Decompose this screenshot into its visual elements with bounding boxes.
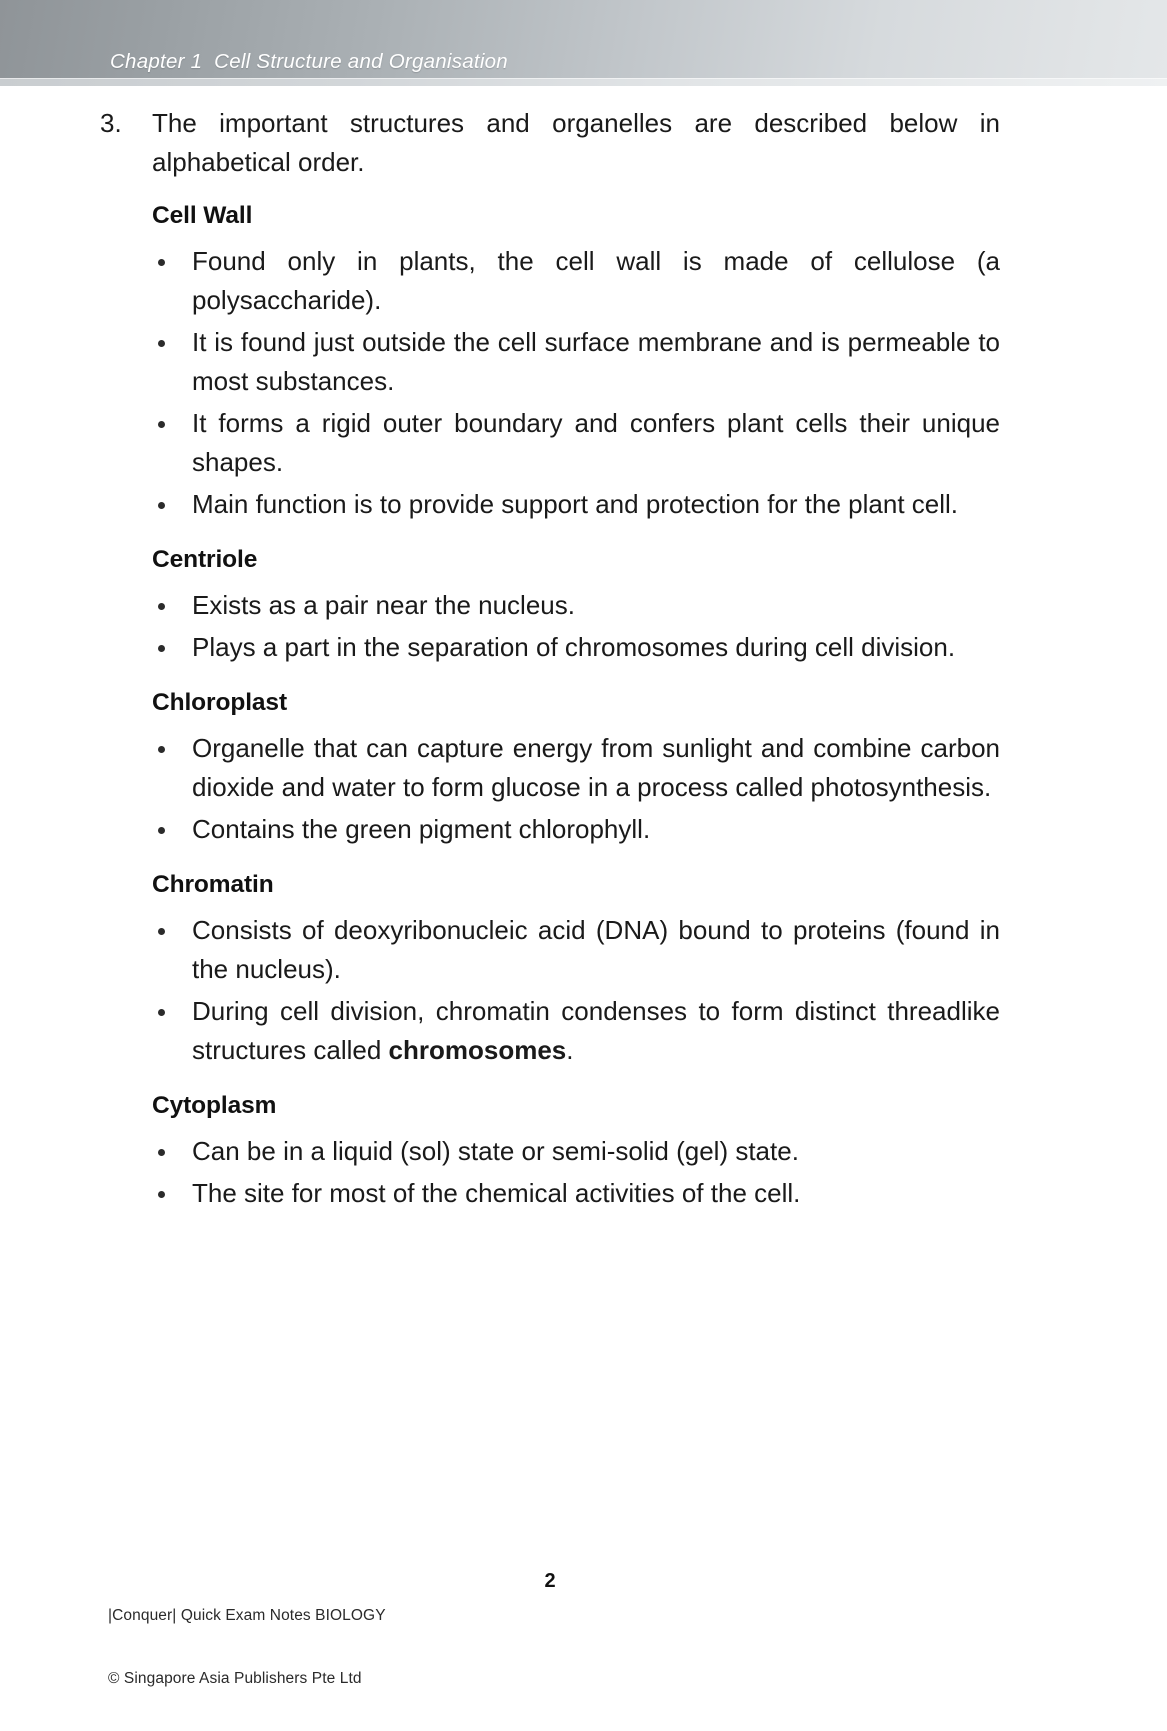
section-heading: Cytoplasm [152, 1092, 277, 1119]
organelle-sections [152, 200, 1000, 1213]
organelle-section [152, 869, 1000, 1070]
bullet-text: Can be in a liquid (sol) state or semi-solid (gel) state. [192, 1136, 799, 1166]
bullet-item [152, 586, 1000, 625]
bullet-list [152, 586, 1000, 667]
bullet-dot-icon [158, 340, 165, 347]
bullet-item [152, 911, 1000, 989]
bullet-text: During cell division, chromatin condenses to form distinct threadlike structures called chromosomes. [192, 996, 1000, 1065]
bullet-list [152, 911, 1000, 1070]
numbered-item-3 [100, 104, 1000, 182]
bullet-item [152, 242, 1000, 320]
bullet-text: Consists of deoxyribonucleic acid (DNA) bound to proteins (found in the nucleus). [192, 915, 1000, 984]
footer-credit-line-1: |Conquer| Quick Exam Notes BIOLOGY [108, 1607, 386, 1624]
bullet-dot-icon [158, 928, 165, 935]
page-number: 2 [544, 1570, 556, 1592]
bullet-item [152, 1174, 1000, 1213]
item-number: 3. [100, 108, 122, 138]
bullet-list [152, 1132, 1000, 1213]
bullet-item [152, 485, 1000, 524]
bullet-dot-icon [158, 1149, 165, 1156]
section-heading: Chloroplast [152, 689, 288, 716]
bullet-text: The site for most of the chemical activities of the cell. [192, 1178, 801, 1208]
bullet-dot-icon [158, 502, 165, 509]
bullet-item [152, 323, 1000, 401]
chapter-title: Chapter 1 Cell Structure and Organisation [110, 50, 508, 73]
bullet-dot-icon [158, 746, 165, 753]
bullet-dot-icon [158, 603, 165, 610]
bullet-list [152, 242, 1000, 524]
section-heading: Cell Wall [152, 202, 253, 229]
bullet-dot-icon [158, 827, 165, 834]
section-heading: Chromatin [152, 871, 274, 898]
page-footer [0, 1515, 1167, 1687]
bullet-item [152, 810, 1000, 849]
organelle-section [152, 544, 1000, 667]
bullet-text: Plays a part in the separation of chromosomes during cell division. [192, 632, 956, 662]
bullet-item [152, 628, 1000, 667]
bullet-list [152, 729, 1000, 849]
bullet-dot-icon [158, 1191, 165, 1198]
bullet-text: It is found just outside the cell surface membrane and is permeable to most substances. [192, 327, 1000, 396]
bullet-text: It forms a rigid outer boundary and confers plant cells their unique shapes. [192, 408, 1000, 477]
organelle-section [152, 200, 1000, 524]
bullet-text: Found only in plants, the cell wall is made of cellulose (a polysaccharide). [192, 246, 1000, 315]
bullet-item [152, 729, 1000, 807]
bullet-text: Contains the green pigment chlorophyll. [192, 814, 651, 844]
bullet-item [152, 992, 1000, 1070]
running-header [0, 0, 1167, 86]
bullet-text: Organelle that can capture energy from sunlight and combine carbon dioxide and water to form glucose in a process called photosynthesis. [192, 733, 1000, 802]
bullet-text: Main function is to provide support and protection for the plant cell. [192, 489, 958, 519]
bullet-item [152, 1132, 1000, 1171]
organelle-section [152, 687, 1000, 849]
bullet-dot-icon [158, 1009, 165, 1016]
organelle-section [152, 1090, 1000, 1213]
section-heading: Centriole [152, 546, 258, 573]
bullet-text: Exists as a pair near the nucleus. [192, 590, 575, 620]
footer-credit-line-2: © Singapore Asia Publishers Pte Ltd [108, 1670, 362, 1687]
bullet-dot-icon [158, 645, 165, 652]
bullet-item [152, 404, 1000, 482]
bullet-dot-icon [158, 421, 165, 428]
bullet-dot-icon [158, 259, 165, 266]
page-content [100, 104, 1000, 1213]
item-text: The important structures and organelles are described below in alphabetical order. [152, 108, 1000, 177]
